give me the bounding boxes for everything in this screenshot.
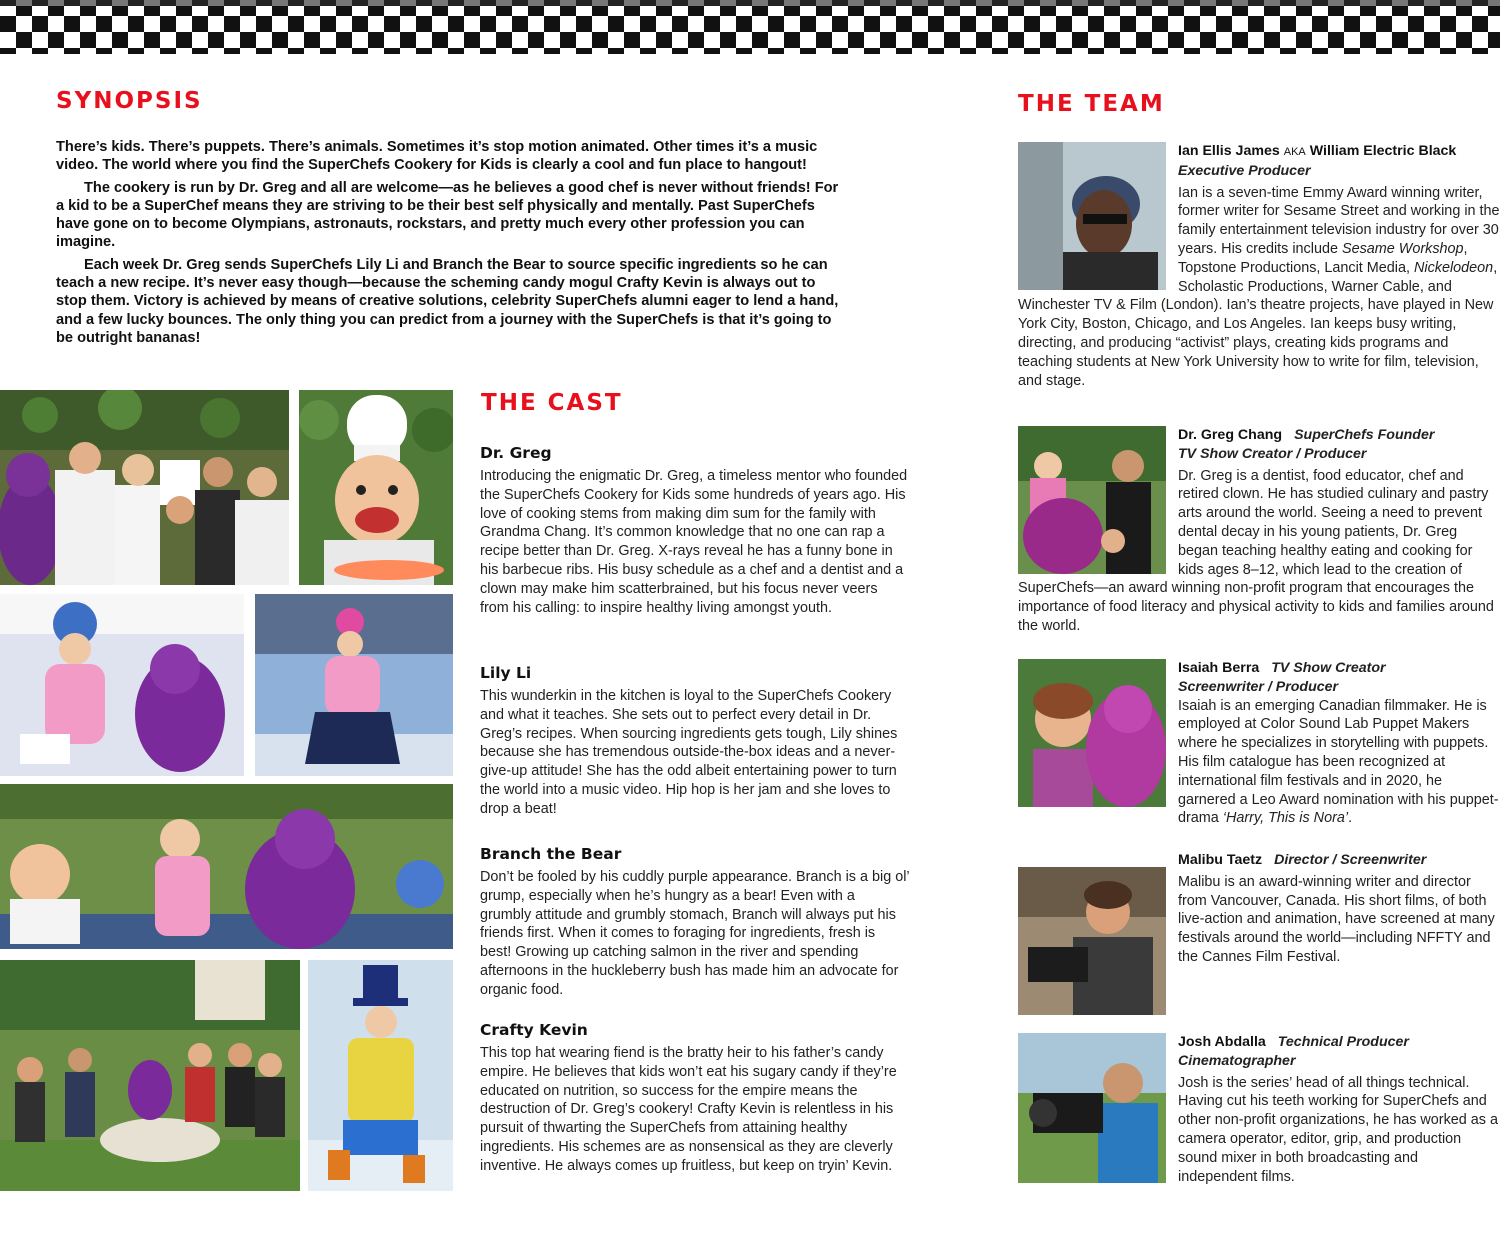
cast-kitchen-scene-photo [0, 784, 453, 949]
bio-text: Ian is a seven-time Emmy Award winning writer, former writer for Sesame Street and working in the family entertainment television industry for over 30 years. His credits include [1178, 184, 1500, 257]
member-bio: Josh is the series’ head of all things technical. Having cut his teeth working for SuperChefs and other non-profit organizations, he has worked as a camera operator, editor, grip, and production sound mixer in both broadcasting and independent films. [1178, 1074, 1498, 1185]
greg-chang-portrait-photo [1018, 426, 1166, 574]
cast-description: Don’t be fooled by his cuddly purple appearance. Branch is a big ol’ grump, especially when he’s hungry as a bear! Even with a grumbly attitude and grumbly stomach, Branch will always put his friends first. When it comes to foraging for ingredients, fresh is best! Growing up catching salmon in the river and spending afternoons in the huckleberry bush has made him an advocate for organic food. [480, 869, 910, 998]
cast-name: Crafty Kevin [480, 1021, 588, 1039]
member-role: Screenwriter / Producer [1178, 678, 1339, 695]
cast-entry-crafty-kevin [480, 1021, 910, 1176]
team-entry-ian-ellis-james [1018, 142, 1500, 390]
josh-portrait-photo [1018, 1033, 1166, 1183]
bio-text: Isaiah is an emerging Canadian filmmaker. He is employed at Color Sound Lab Puppet Makers where he specializes in storytelling with puppets. His film catalogue has been recognized at international film festivals and in 2020, he garnered a Leo Award nomination with his puppet-drama [1178, 697, 1499, 827]
cast-name: Dr. Greg [480, 444, 552, 462]
isaiah-portrait-photo [1018, 659, 1166, 807]
cast-entry-lily-li [480, 664, 910, 819]
member-role: SuperChefs Founder [1294, 427, 1435, 443]
bio-text: . [1348, 810, 1353, 827]
synopsis-text [56, 138, 841, 351]
cast-description: This wunderkin in the kitchen is loyal to the SuperChefs Cookery and what it teaches. She sets out to perfect every detail in Dr. Greg’s recipes. When sourcing ingredients gets tough, Lily shines because she has tremendous outside-the-box ideas and a never-give-up attitude! She has the odd albeit entertaining power to turn the world into a music video. Hip hop is her jam and she loves to drop a beat! [480, 688, 898, 817]
dr-greg-puppet-photo [299, 390, 453, 585]
member-role: Technical Producer [1277, 1034, 1409, 1050]
member-bio: Dr. Greg is a dentist, food educator, chef and retired clown. He has studied culinary and pastry arts around the world. Seeing a need to prevent dental decay in his young patients, Dr. Greg began teaching healthy eating and cooking for kids ages 8–12, which lead to the creation of SuperChefs—an award winning non-profit program that encourages the importance of food literacy and physical activity to kids and families around the world. [1018, 467, 1494, 634]
cast-entry-dr-greg [480, 444, 910, 617]
bio-italic: Nickelodeon [1413, 259, 1494, 276]
member-role: TV Show Creator / Producer [1178, 445, 1367, 462]
team-entry-greg-chang [1018, 426, 1500, 636]
cast-name: Lily Li [480, 664, 532, 682]
member-name: Josh Abdalla [1178, 1034, 1266, 1050]
lily-and-branch-ice-rink-photo [0, 594, 244, 776]
member-name: Ian Ellis James [1178, 143, 1280, 159]
member-name: Isaiah Berra [1178, 660, 1260, 676]
team-heading: THE TEAM [1018, 91, 1165, 117]
cast-group-kitchen-photo [0, 390, 289, 585]
bio-text: , Scholastic Productions, Warner Cable, and Winchester TV & Film (London). Ian’s theatre projects, have played in New York City, Boston, Chicago, and Los Angeles. Ian keeps busy writing, directing, and producing “activist” plays, creating kids programs and teaching students at New York University how to write for film, television, and stage. [1018, 259, 1498, 389]
team-entry-malibu-taetz [1018, 851, 1500, 1019]
bio-italic: Sesame Workshop [1341, 240, 1464, 257]
checkered-banner [0, 0, 1500, 54]
synopsis-paragraph: There’s kids. There’s puppets. There’s animals. Sometimes it’s stop motion animated. Other times it’s a music video. The world where you find the SuperChefs Cookery for Kids is clearly a cool and fun place to hangout! [56, 139, 818, 174]
cast-description: This top hat wearing fiend is the bratty heir to his father’s candy empire. He believes that kids won’t eat his sugary candy if they’re educated on nutrition, so success for the empire means the destruction of Dr. Greg’s cookery! Crafty Kevin is relentless in his pursuit of thwarting the SuperChefs from attaining healthy ingredients. His schemes are as nonsensical as they are cleverly inventive. He always comes up fruitless, but keep on tryin’ Kevin. [480, 1045, 897, 1174]
member-role: Director / Screenwriter [1274, 852, 1427, 868]
crew-group-photo [0, 960, 300, 1191]
member-role: Executive Producer [1178, 162, 1311, 179]
cast-name: Branch the Bear [480, 845, 622, 863]
member-name: Dr. Greg Chang [1178, 427, 1283, 443]
member-role: Cinematographer [1178, 1052, 1296, 1069]
crafty-kevin-photo [308, 960, 453, 1191]
member-name: Malibu Taetz [1178, 852, 1263, 868]
member-bio: Malibu is an award-winning writer and director from Vancouver, Canada. His short films, of both live-action and animation, have screened at many festivals around the world—including NFFTY and the Cannes Film Festival. [1178, 873, 1495, 965]
ian-portrait-photo [1018, 142, 1166, 290]
cast-entry-branch-the-bear [480, 845, 910, 1000]
synopsis-paragraph: The cookery is run by Dr. Greg and all are welcome—as he believes a good chef is never without friends! For a kid to be a SuperChef means they are striving to be their best self physically and mentally. Past SuperChefs have gone on to become Olympians, astronauts, rockstars, and pretty much every other profession you can imagine. [56, 179, 839, 251]
cast-heading: THE CAST [481, 390, 623, 416]
synopsis-paragraph: Each week Dr. Greg sends SuperChefs Lily Li and Branch the Bear to source specific ingredients so he can teach a new recipe. It’s never easy though—because the scheming candy mogul Crafty Kevin is always out to stop them. Victory is achieved by means of creative solutions, celebrity SuperChefs alumni eager to lend a hand, and a few lucky bounces. The only thing you can predict from a journey with the SuperChefs is that it’s going to be outright bananas! [56, 256, 839, 346]
bio-italic: ‘Harry, This is Nora’ [1222, 810, 1349, 827]
aka-label: AKA [1283, 146, 1306, 158]
team-entry-isaiah-berra [1018, 659, 1500, 828]
synopsis-heading: SYNOPSIS [56, 88, 203, 114]
checkered-banner-edge [0, 0, 1500, 6]
member-role: TV Show Creator [1271, 660, 1386, 676]
team-entry-josh-abdalla [1018, 1033, 1500, 1187]
member-alias: William Electric Black [1309, 143, 1457, 159]
cast-description: Introducing the enigmatic Dr. Greg, a timeless mentor who founded the SuperChefs Cookery for Kids some hundreds of years ago. His love of cooking stems from making dim sum for the family with Grandma Chang. It’s common knowledge that no one can rap a recipe better than Dr. Greg. X-rays reveal he has a funny bone in his barbecue ribs. His busy schedule as a chef and a dentist and a clown may make him scatterbrained, but his focus never veers from his calling: to inspire healthy living amongst youth. [480, 468, 908, 616]
lily-singing-photo [255, 594, 453, 776]
malibu-portrait-photo [1018, 867, 1166, 1015]
bio-text: , Topstone Productions, Lancit Media, [1178, 240, 1468, 276]
